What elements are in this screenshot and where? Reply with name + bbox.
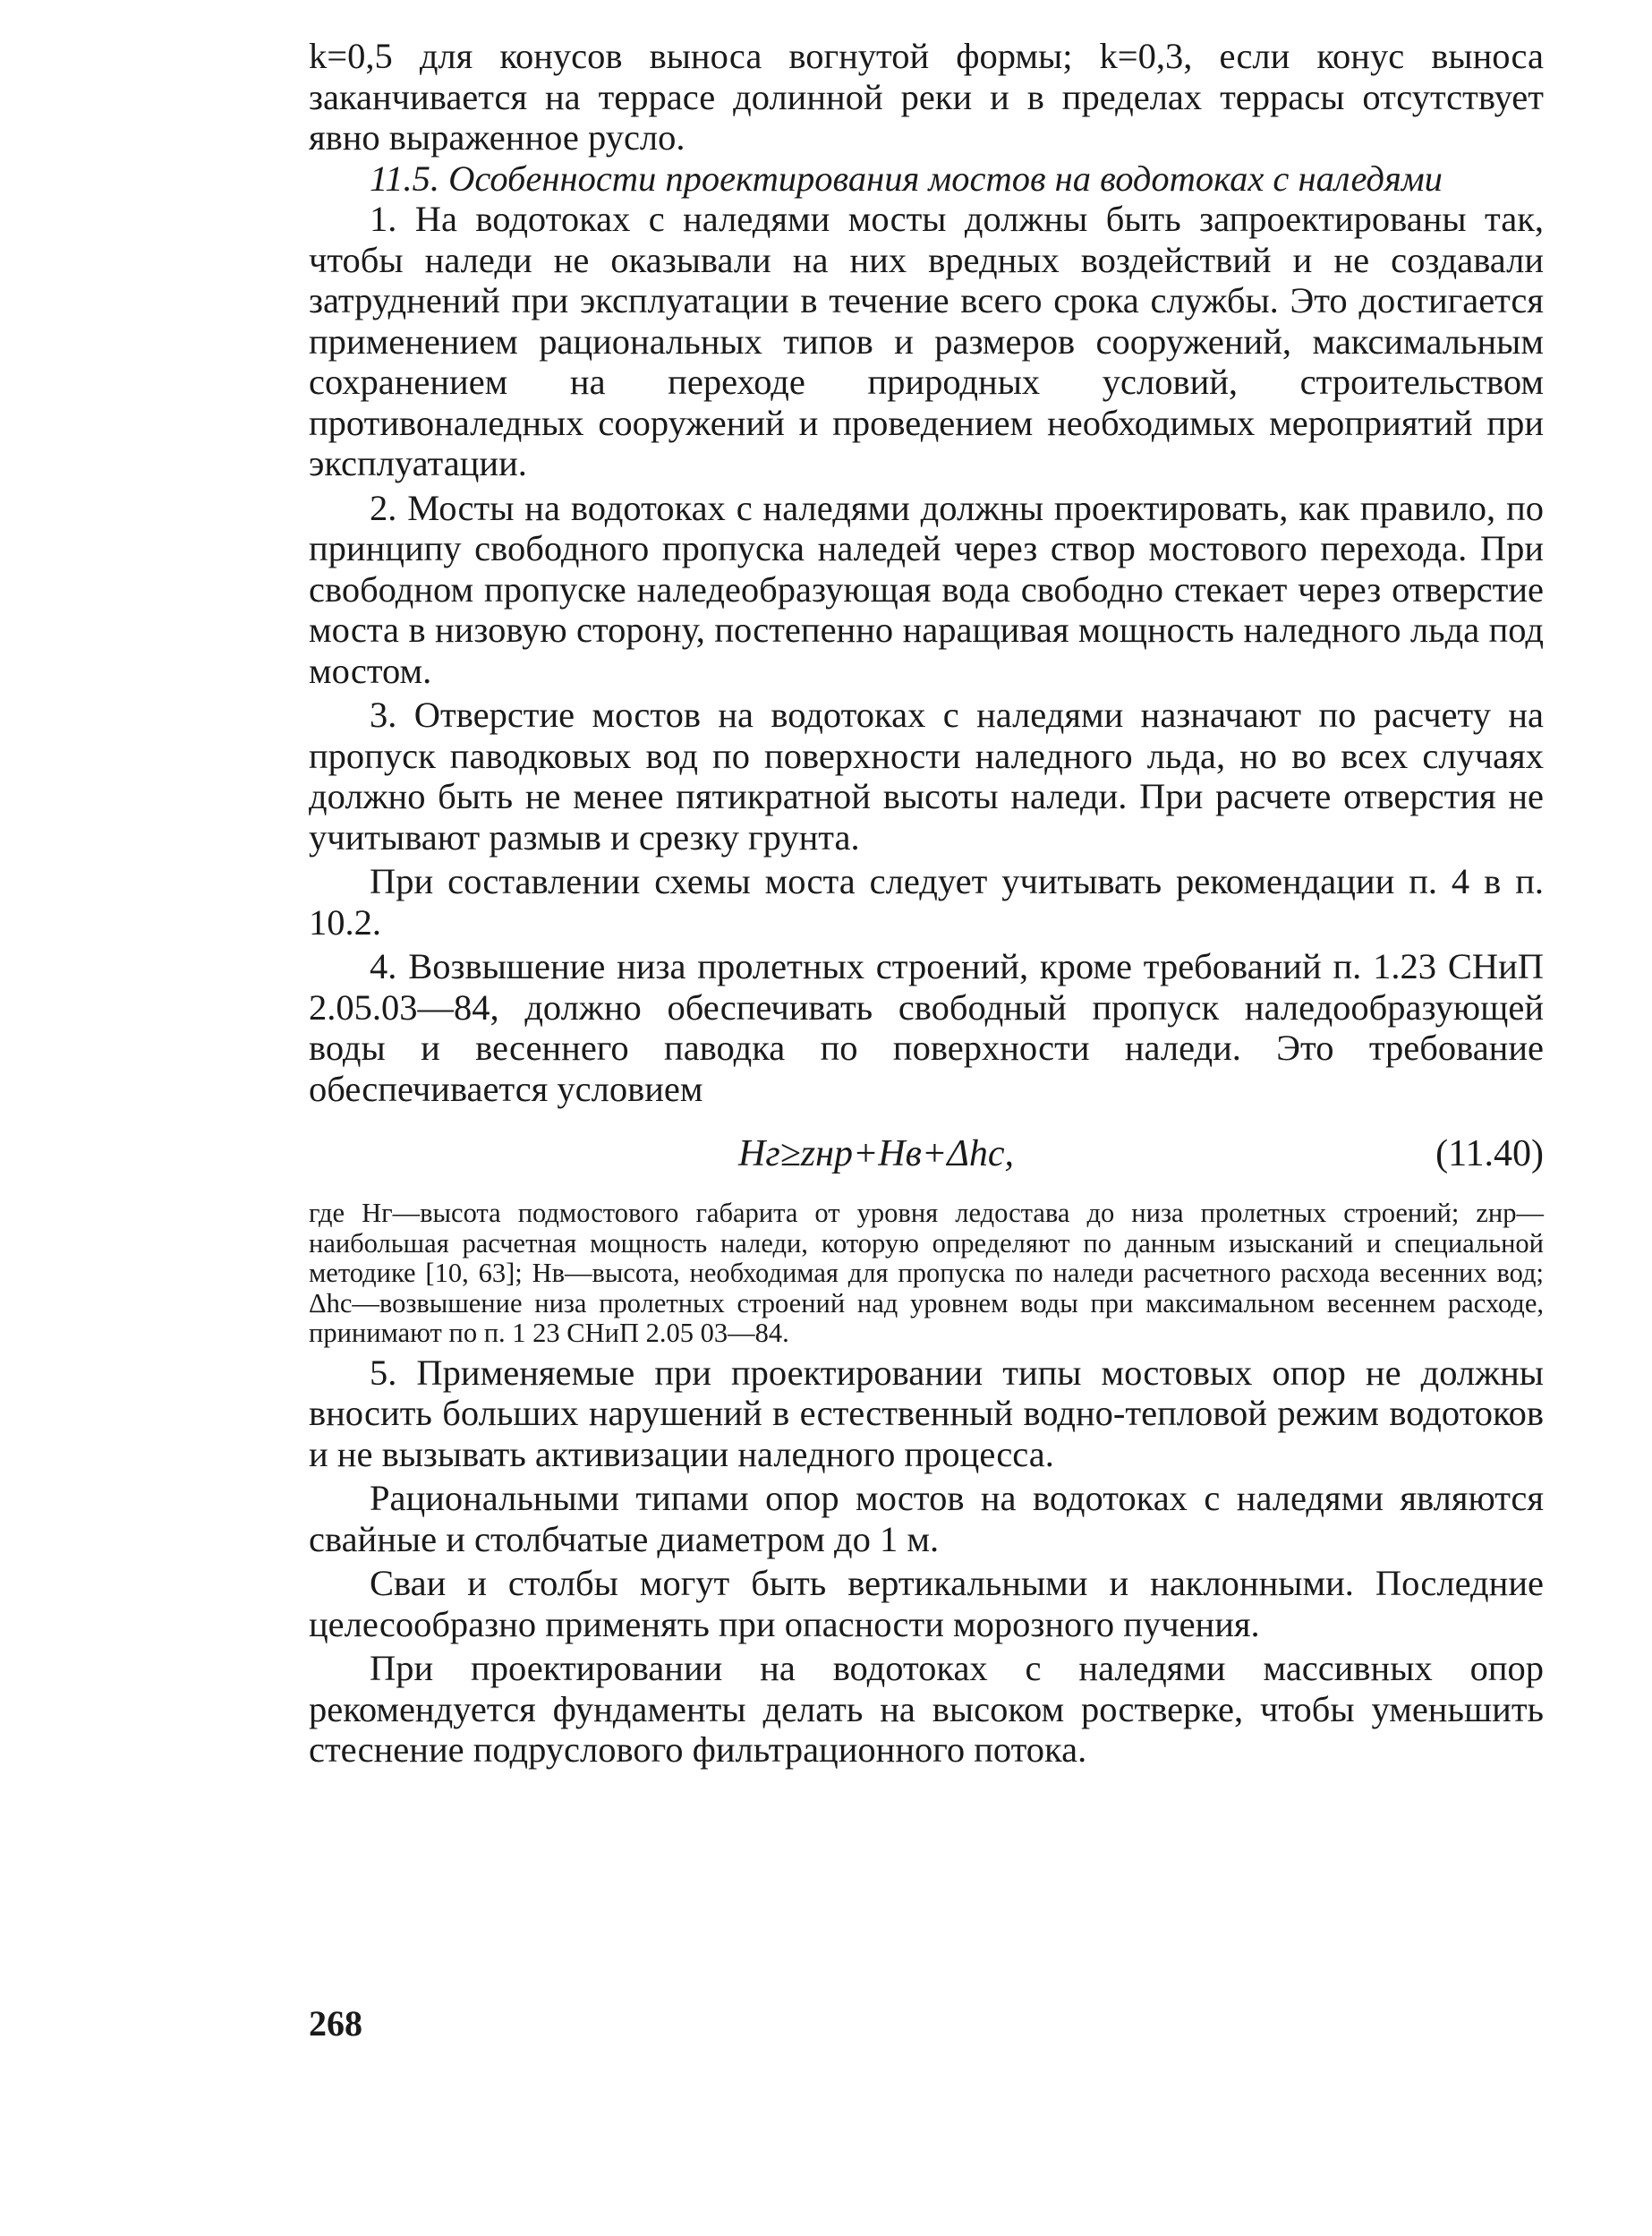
- page-number: 268: [309, 2003, 362, 2044]
- paragraph-1: 1. На водотоках с наледями мосты должны быть запроектированы так, чтобы наледи не оказывали на них вредных воздействий и не создавали затруднений при эксплуатации в течение всего срока службы. Это достигается применением рациональных типов и размеров сооружений, максимальным сохранением на переходе природных условий, строительством противоналедных сооружений и проведением необходимых мероприятий при эксплуатации.: [309, 199, 1544, 483]
- paragraph-5: 5. Применяемые при проектировании типы мостовых опор не должны вносить больших нарушений в естественный водно-тепловой режим водотоков и не вызывать активизации наледного процесса.: [309, 1352, 1544, 1474]
- equation-block: [309, 1118, 1544, 1186]
- paragraph-foundations: При проектировании на водотоках с наледями массивных опор рекомендуется фундаменты делать на высоком ростверке, чтобы уменьшить стеснение подруслового фильтрационного потока.: [309, 1648, 1544, 1770]
- section-heading: 11.5. Особенности проектирования мостов на водотоках с наледями: [370, 158, 1443, 199]
- equation: Hг≥zнр+Hв+Δhc,: [738, 1133, 1014, 1174]
- paragraph-recommendation: При составлении схемы моста следует учитывать рекомендации п. 4 в п. 10.2.: [309, 861, 1544, 943]
- page-body: [309, 36, 1544, 1771]
- paragraph-2: 2. Мосты на водотоках с наледями должны проектировать, как правило, по принципу свободного пропуска наледей через створ мостового перехода. При свободном пропуске наледеобразующая вода свободно стекает через отверстие моста в низовую сторону, постепенно наращивая мощность наледного льда под мостом.: [309, 487, 1544, 691]
- paragraph-3: 3. Отверстие мостов на водотоках с наледями назначают по расчету на пропуск паводковых вод по поверхности наледного льда, но во всех случаях должно быть не менее пятикратной высоты наледи. При расчете отверстия не учитывают размыв и срезку грунта.: [309, 695, 1544, 858]
- paragraph-continuation: k=0,5 для конусов выноса вогнутой формы; k=0,3, если конус выноса заканчивается на террасе долинной реки и в пределах террасы отсутствует явно выраженное русло.: [309, 36, 1544, 158]
- paragraph-piles: Сваи и столбы могут быть вертикальными и наклонными. Последние целесообразно применять при опасности морозного пучения.: [309, 1563, 1544, 1644]
- equation-number: (11.40): [1435, 1133, 1544, 1174]
- paragraph-4: 4. Возвышение низа пролетных строений, кроме требований п. 1.23 СНиП 2.05.03—84, должно обеспечивать свободный пропуск наледообразующей воды и весеннего паводка по поверхности наледи. Это требование обеспечивается условием: [309, 946, 1544, 1109]
- equation-explanation: где Hг—высота подмостового габарита от уровня ледостава до низа пролетных строений; zнр—наибольшая расчетная мощность наледи, которую определяют по данным изысканий и специальной методике [10, 63]; Hв—высота, необходимая для пропуска по наледи расчетного расхода весенних вод; Δhc—возвышение низа пролетных строений над уровнем воды при максимальном весеннем расходе, принимают по п. 1 23 СНиП 2.05 03—84.: [309, 1198, 1544, 1348]
- paragraph-pile-types: Рациональными типами опор мостов на водотоках с наледями являются свайные и столбчатые диаметром до 1 м.: [309, 1478, 1544, 1559]
